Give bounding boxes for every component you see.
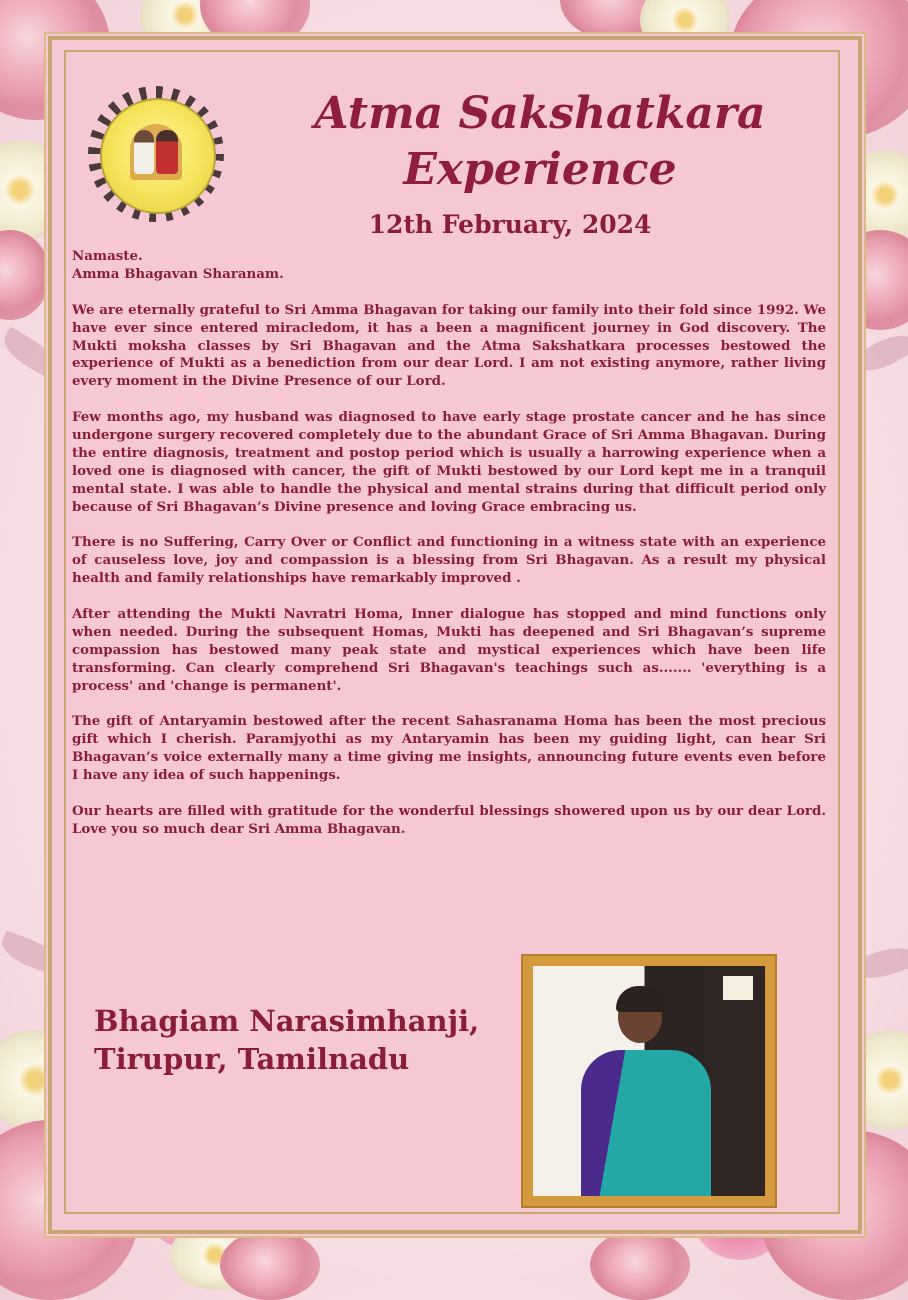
paragraph: There is no Suffering, Carry Over or Conflict and functioning in a witness state with an experience of causeless love, joy and compassion is a blessing from Sri Bhagavan. As a result my physical health and family relationships have remarkably improved . xyxy=(72,534,826,587)
signature-name: Bhagiam Narasimhanji, xyxy=(94,1004,480,1038)
greeting xyxy=(72,248,826,284)
photo-frame xyxy=(521,954,777,1208)
rose-decoration xyxy=(0,230,50,320)
signature-place: Tirupur, Tamilnadu xyxy=(94,1042,410,1076)
title-line-2: Experience xyxy=(403,144,677,195)
paragraph: The gift of Antaryamin bestowed after the recent Sahasranama Homa has been the most precious gift which I cherish. Paramjyothi as my Antaryamin has been my guiding light, can hear Sri Bhagavan’s voice externally many a time giving me insights, announcing future events even before I have any idea of such happenings. xyxy=(72,713,826,784)
date-heading: 12th February, 2024 xyxy=(368,210,652,239)
greeting-line: Namaste. xyxy=(72,248,143,264)
signature-block xyxy=(94,1002,514,1078)
paragraph: Few months ago, my husband was diagnosed to have early stage prostate cancer and he has since undergone surgery recovered completely due to the abundant Grace of Sri Amma Bhagavan. During the entire diagnosis, treatment and postop period which is usually a harrowing experience when a loved one is diagnosed with cancer, the gift of Mukti bestowed by our Lord kept me in a tranquil mental state. I was able to handle the physical and mental strains during that difficult period only because of Sri Bhagavan’s Divine presence and loving Grace embracing us. xyxy=(72,409,826,515)
title-line-1: Atma Sakshatkara xyxy=(314,88,766,139)
paragraph: We are eternally grateful to Sri Amma Bhagavan for taking our family into their fold since 1992. We have ever since entered miracledom, it has a been a magnificent journey in God discovery. The Mukti moksha classes by Sri Bhagavan and the Atma Sakshatkara processes bestowed the experience of Mukti as a benediction from our dear Lord. I am not existing anymore, rather living every moment in the Divine Presence of our Lord. xyxy=(72,301,826,390)
paragraph: Our hearts are filled with gratitude for the wonderful blessings showered upon us by our dear Lord. Love you so much dear Sri Amma Bhagavan. xyxy=(72,803,826,837)
paragraph: After attending the Mukti Navratri Homa, Inner dialogue has stopped and mind functions only when needed. During the subsequent Homas, Mukti has deepened and Sri Bhagavan’s supreme compassion has bestowed many peak state and mystical experiences which have been life transforming. Can clearly comprehend Sri Bhagavan's teachings such as....... 'everything is a process' and 'change is permanent'. xyxy=(72,606,826,694)
emblem-logo xyxy=(72,86,240,222)
rose-decoration xyxy=(590,1230,690,1300)
rose-decoration xyxy=(220,1230,320,1300)
page-title xyxy=(260,86,820,198)
letter-body xyxy=(72,248,826,857)
greeting-line: Amma Bhagavan Sharanam. xyxy=(72,265,284,282)
author-photo xyxy=(533,966,765,1196)
emblem-deity-image xyxy=(130,124,182,180)
